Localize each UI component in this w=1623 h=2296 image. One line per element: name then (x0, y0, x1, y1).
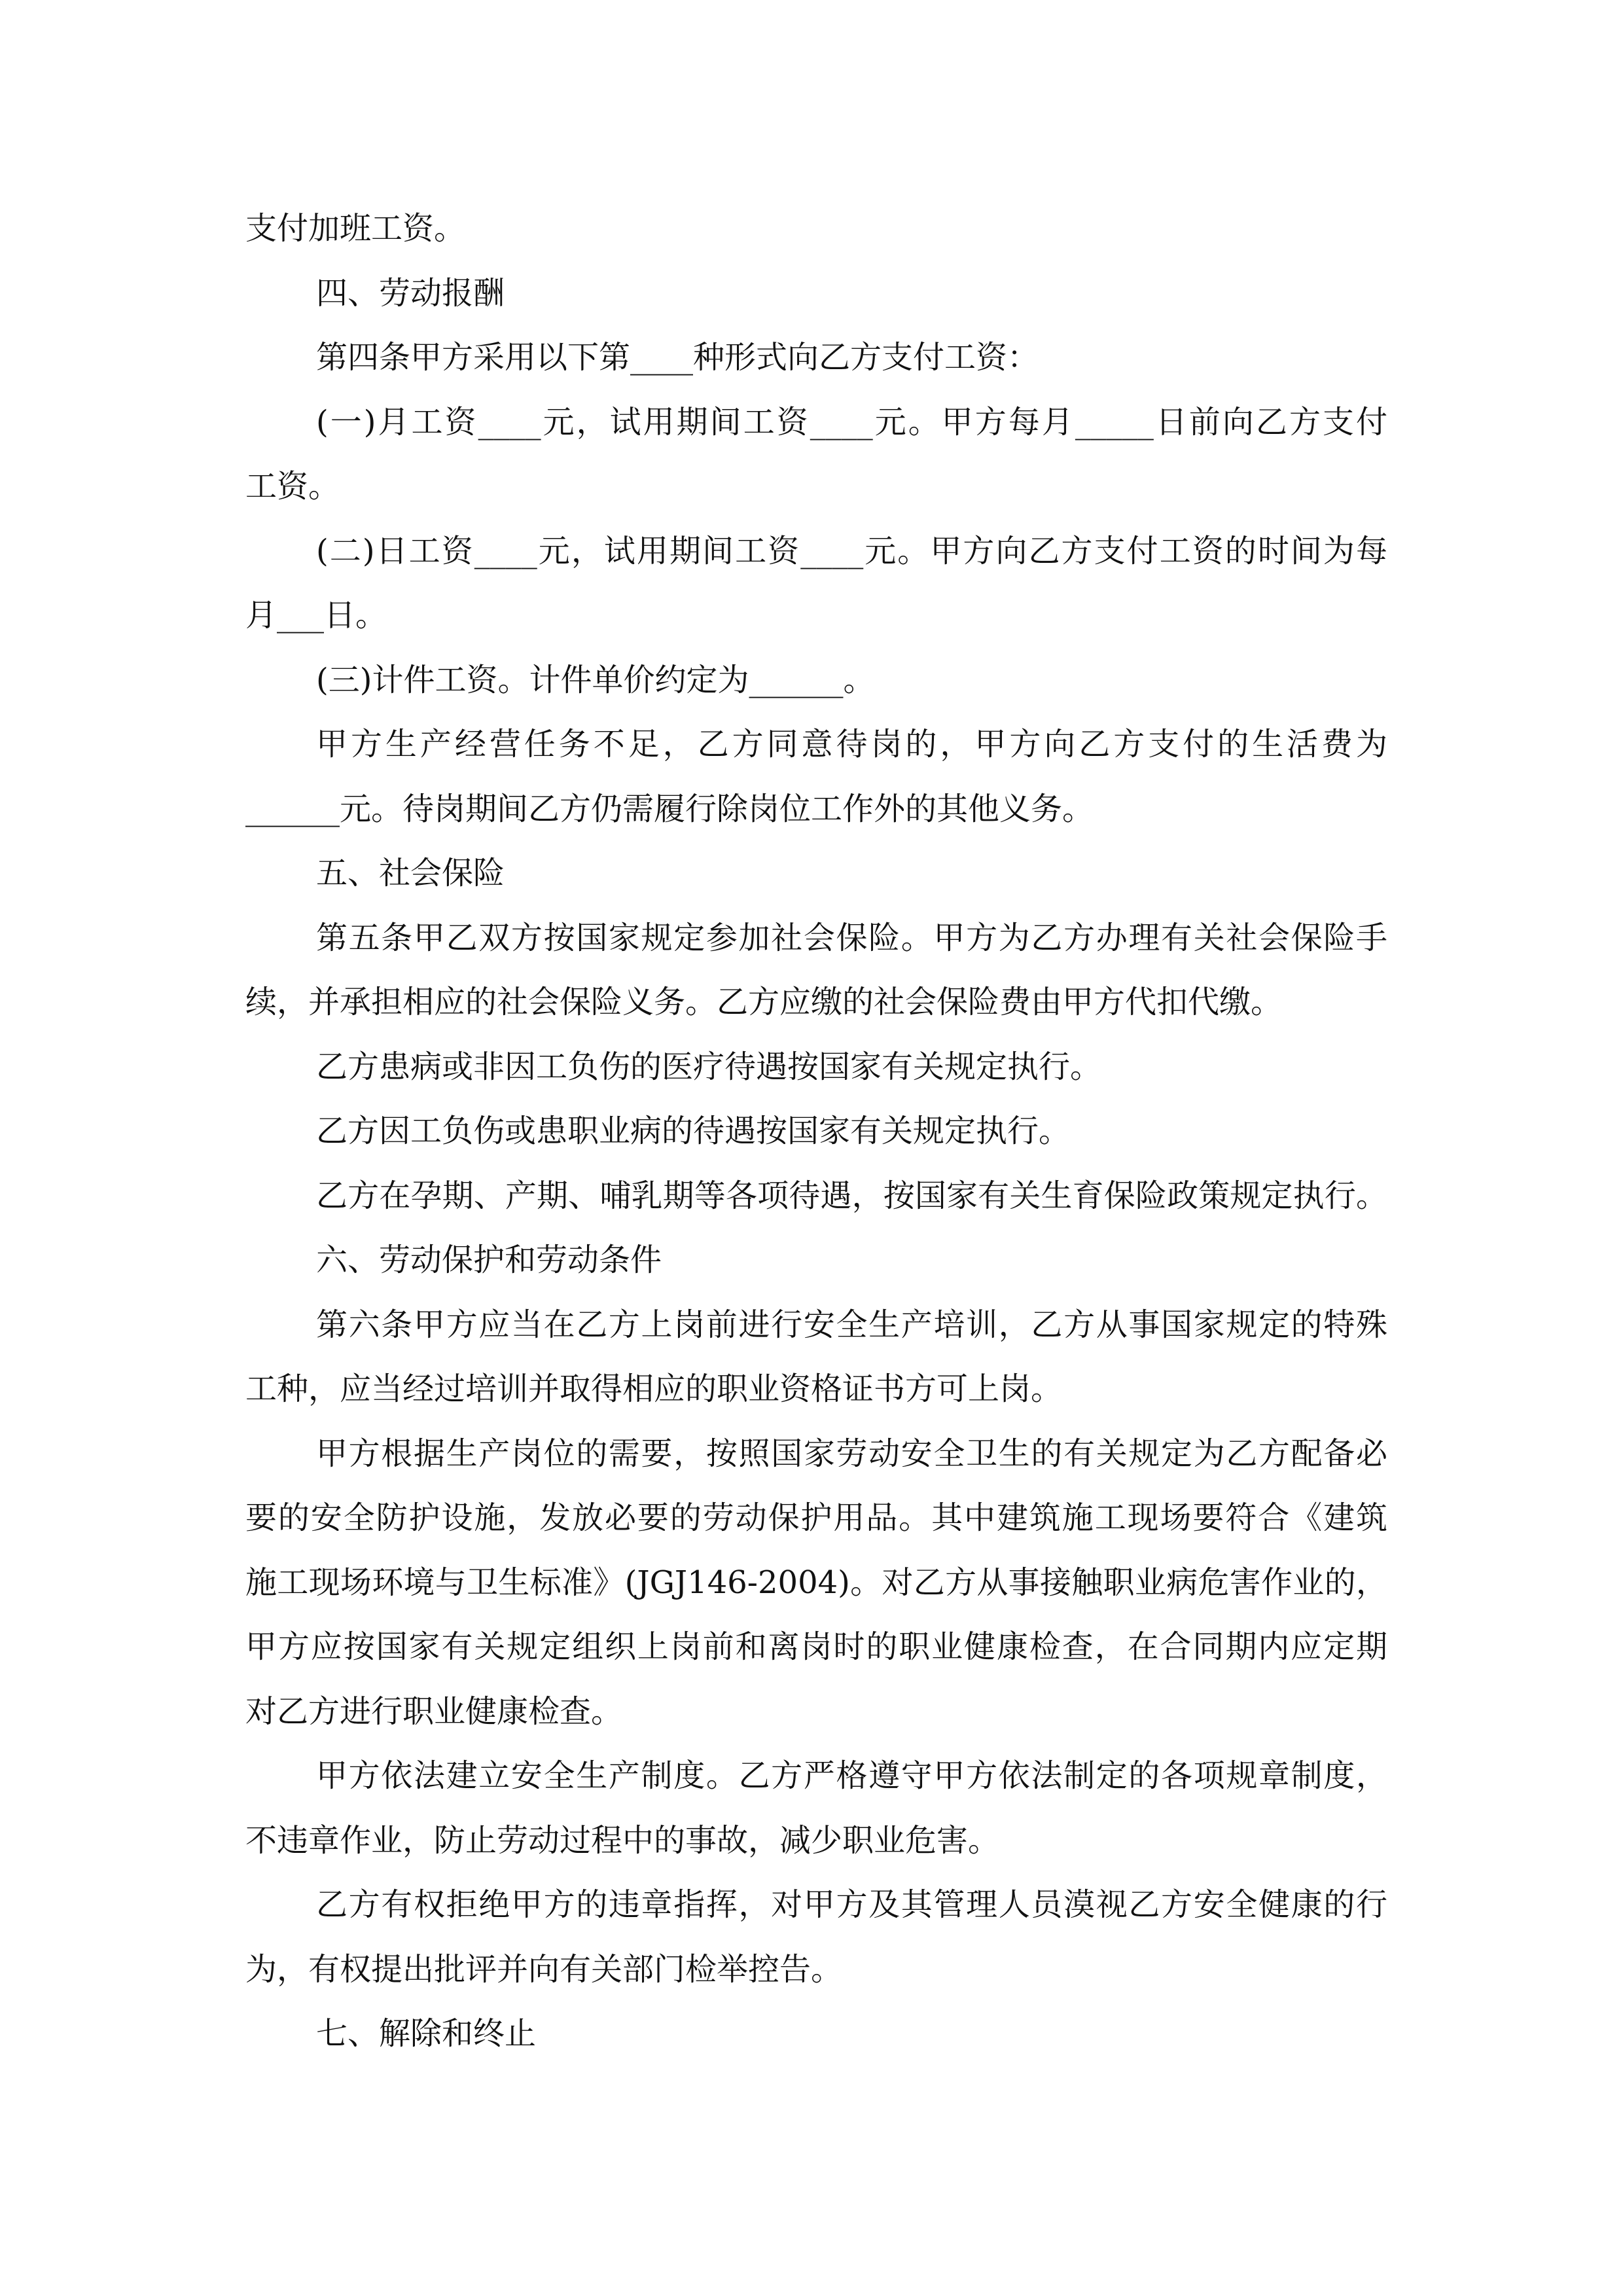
section-heading-social-insurance: 五、社会保险 (316, 855, 505, 891)
text-line: 对乙方进行职业健康检查。 (245, 1693, 623, 1730)
text-line: 甲方根据生产岗位的需要，按照国家劳动安全卫生的有关规定为乙方配备必 (316, 1435, 1387, 1472)
text-line: 乙方因工负伤或患职业病的待遇按国家有关规定执行。 (316, 1113, 1071, 1149)
text-line: 乙方在孕期、产期、哺乳期等各项待遇，按国家有关生育保险政策规定执行。 (316, 1177, 1387, 1214)
text-line: 施工现场环境与卫生标准》(JGJ146-2004)。对乙方从事接触职业病危害作业的， (245, 1564, 1387, 1601)
section-heading-labor-protection: 六、劳动保护和劳动条件 (316, 1242, 662, 1278)
text-line: 工种，应当经过培训并取得相应的职业资格证书方可上岗。 (245, 1371, 1063, 1407)
text-line: 不违章作业，防止劳动过程中的事故，减少职业危害。 (245, 1821, 1000, 1859)
text-line: 甲方生产经营任务不足，乙方同意待岗的，甲方向乙方支付的生活费为 (316, 726, 1387, 762)
text-line: 月___日。 (245, 597, 387, 634)
text-line: 乙方患病或非因工负伤的医疗待遇按国家有关规定执行。 (316, 1048, 1102, 1085)
section-heading-termination: 七、解除和终止 (316, 2015, 537, 2052)
text-line: 第四条甲方采用以下第____种形式向乙方支付工资： (316, 339, 1039, 376)
text-line: 续，并承担相应的社会保险义务。乙方应缴的社会保险费由甲方代扣代缴。 (245, 984, 1283, 1020)
text-line: 支付加班工资。 (245, 210, 466, 247)
section-heading-labor-remuneration: 四、劳动报酬 (316, 274, 505, 312)
text-line: 为，有权提出批评并向有关部门检举控告。 (245, 1950, 843, 1988)
text-line: 甲方依法建立安全生产制度。乙方严格遵守甲方依法制定的各项规章制度， (316, 1757, 1387, 1794)
text-line: (三)计件工资。计件单价约定为______。 (316, 661, 875, 698)
text-line: (一)月工资____元，试用期间工资____元。甲方每月_____日前向乙方支付 (316, 403, 1387, 440)
text-line: 甲方应按国家有关规定组织上岗前和离岗时的职业健康检查，在合同期内应定期 (245, 1628, 1387, 1665)
document-body (245, 196, 1387, 2066)
text-line: 工资。 (245, 468, 340, 505)
text-line: 第五条甲乙双方按国家规定参加社会保险。甲方为乙方办理有关社会保险手 (316, 919, 1387, 956)
text-line: ______元。待岗期间乙方仍需履行除岗位工作外的其他义务。 (245, 790, 1094, 827)
text-line: 第六条甲方应当在乙方上岗前进行安全生产培训，乙方从事国家规定的特殊 (316, 1306, 1387, 1343)
text-line: (二)日工资____元，试用期间工资____元。甲方向乙方支付工资的时间为每 (316, 532, 1387, 569)
text-line: 要的安全防护设施，发放必要的劳动保护用品。其中建筑施工现场要符合《建筑 (245, 1499, 1387, 1536)
text-line: 乙方有权拒绝甲方的违章指挥，对甲方及其管理人员漠视乙方安全健康的行 (316, 1886, 1387, 1923)
